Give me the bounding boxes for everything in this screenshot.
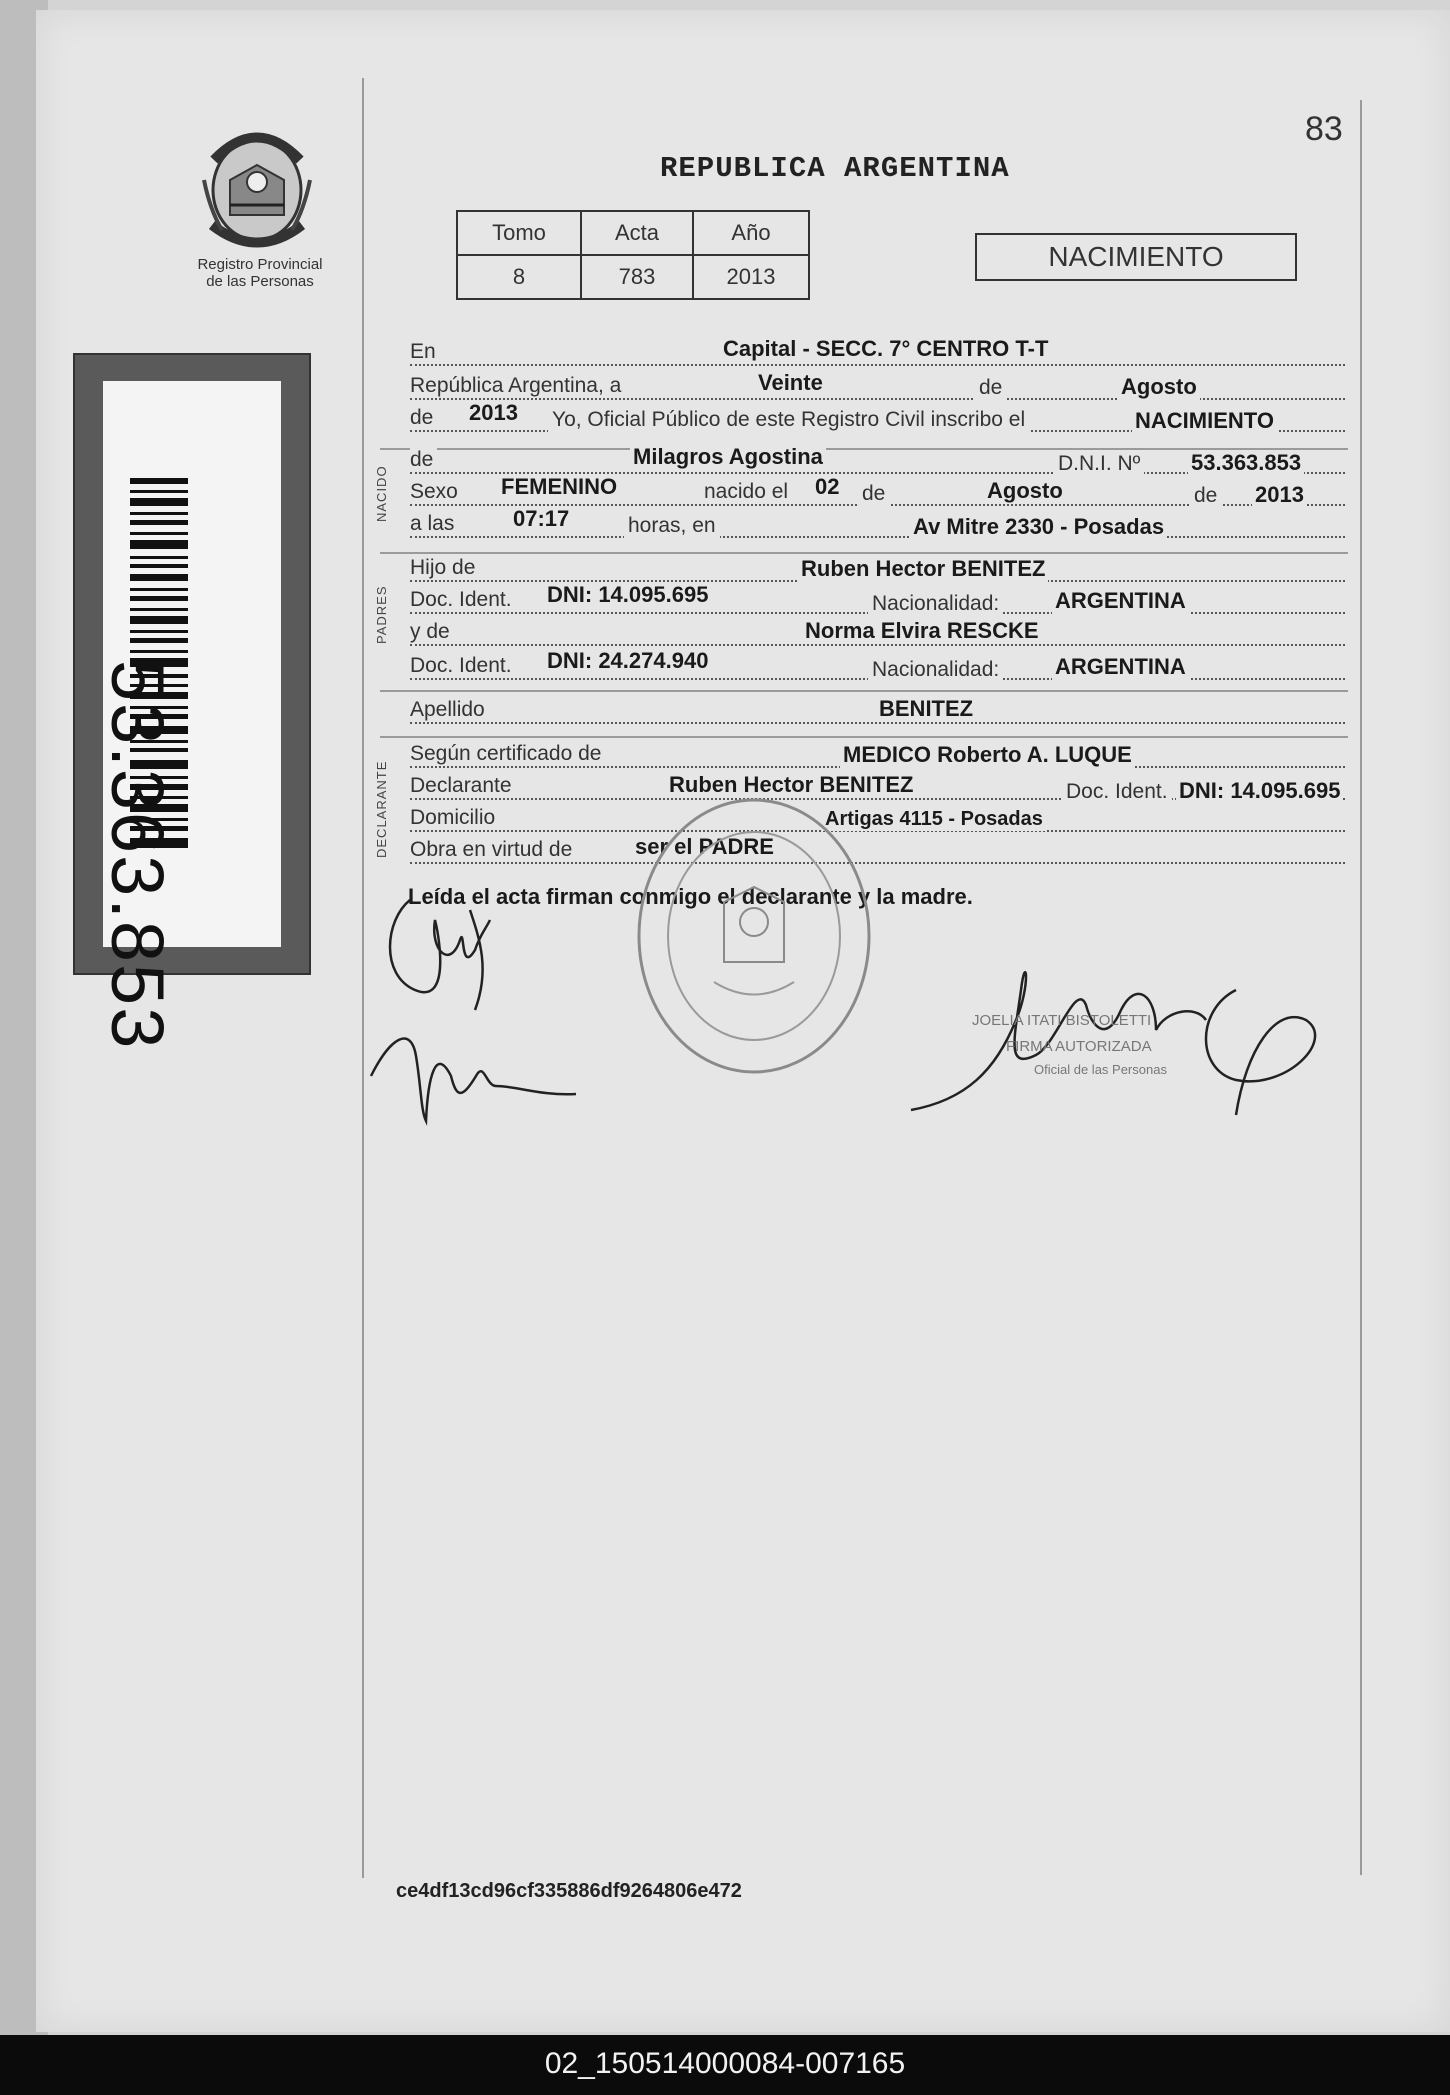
y-de-label: y de <box>410 620 454 644</box>
issuer-line-2: de las Personas <box>206 273 314 290</box>
row-padre <box>410 556 1345 584</box>
declarante-label: Declarante <box>410 774 516 798</box>
row-apellido <box>410 698 1345 726</box>
dni-label: D.N.I. Nº <box>1054 452 1144 476</box>
child-name-value: Milagros Agostina <box>630 444 826 470</box>
apellido-label: Apellido <box>410 698 489 722</box>
row-lugar <box>410 336 1345 368</box>
de-label-2: de <box>410 406 437 430</box>
officer-office: Oficial de las Personas <box>1034 1062 1167 1077</box>
yo-text: Yo, Oficial Público de este Registro Civil inscribo el <box>548 408 1029 432</box>
domicilio-label: Domicilio <box>410 806 499 830</box>
row-madre <box>410 620 1345 648</box>
a-las-label: a las <box>410 512 458 536</box>
mother-nat-value: ARGENTINA <box>1052 654 1189 680</box>
nacionalidad-label: Nacionalidad: <box>868 592 1003 616</box>
tomo-header: Tomo <box>457 211 581 255</box>
de-label-4: de <box>858 482 889 506</box>
de-label: de <box>975 376 1006 400</box>
registry-table <box>456 210 810 300</box>
day-text-value: Veinte <box>755 370 826 396</box>
father-nat-value: ARGENTINA <box>1052 588 1189 614</box>
birth-day-value: 02 <box>812 474 842 500</box>
mother-doc-value: DNI: 24.274.940 <box>544 648 711 674</box>
birth-year-value: 2013 <box>1252 482 1307 508</box>
nacido-label: nacido el <box>700 480 792 504</box>
sexo-value: FEMENINO <box>498 474 620 500</box>
signature-mother-icon <box>366 1016 586 1126</box>
document-title: REPUBLICA ARGENTINA <box>660 152 1010 185</box>
de-label-5: de <box>1190 484 1221 508</box>
row-madre-doc <box>410 648 1345 682</box>
anio-header: Año <box>693 211 809 255</box>
closing-statement: Leída el acta firman conmigo el declarante y la madre. <box>408 884 973 909</box>
birth-place-value: Av Mitre 2330 - Posadas <box>910 514 1167 540</box>
year-value: 2013 <box>466 400 521 426</box>
republica-label: República Argentina, a <box>410 374 625 398</box>
hijo-label: Hijo de <box>410 556 479 580</box>
section-nacido: NACIDO <box>374 465 389 522</box>
officer-name: JOELIA ITATI BISTOLETTI <box>972 1012 1152 1029</box>
row-obra <box>410 834 1345 866</box>
father-value: Ruben Hector BENITEZ <box>798 556 1048 582</box>
domicilio-value: Artigas 4115 - Posadas <box>822 808 1046 831</box>
row-domicilio <box>410 806 1345 834</box>
separator-apellido <box>380 690 1348 692</box>
section-padres: PADRES <box>374 585 389 644</box>
row-inscripcion <box>410 400 1345 434</box>
acta-header: Acta <box>581 211 693 255</box>
row-hora <box>410 506 1345 540</box>
issuer-line-1: Registro Provincial <box>197 256 323 273</box>
row-padre-doc <box>410 582 1345 616</box>
row-sexo <box>410 474 1345 508</box>
acta-value: 783 <box>581 255 693 299</box>
declarante-doc-value: DNI: 14.095.695 <box>1176 778 1343 804</box>
birth-month-value: Agosto <box>984 478 1066 504</box>
place-value: Capital - SECC. 7° CENTRO T-T <box>720 336 1051 362</box>
provincial-crest-icon <box>200 120 315 255</box>
obra-label: Obra en virtud de <box>410 838 576 862</box>
officer-role: FIRMA AUTORIZADA <box>1006 1038 1152 1055</box>
en-label: En <box>410 340 440 364</box>
act-type-box: NACIMIENTO <box>975 233 1297 281</box>
inscribe-value: NACIMIENTO <box>1132 408 1277 434</box>
birth-time-value: 07:17 <box>510 506 572 532</box>
file-id: 02_150514000084-007165 <box>544 2047 906 2080</box>
row-certificado <box>410 742 1345 770</box>
official-seal-icon <box>632 792 876 1080</box>
certificado-value: MEDICO Roberto A. LUQUE <box>840 742 1135 768</box>
section-declarante: DECLARANTE <box>374 760 389 858</box>
row-declarante <box>410 774 1345 802</box>
sexo-label: Sexo <box>410 480 462 504</box>
nacionalidad-label-2: Nacionalidad: <box>868 658 1003 682</box>
horas-label: horas, en <box>624 514 720 538</box>
dni-value: 53.363.853 <box>1188 450 1304 476</box>
declarante-value: Ruben Hector BENITEZ <box>666 772 916 798</box>
row-nombre <box>410 444 1345 476</box>
separator-declarante <box>380 736 1348 738</box>
document-hash: ce4df13cd96cf335886df9264806e472 <box>396 1880 742 1902</box>
de-label-3: de <box>410 448 437 472</box>
left-frame-line <box>362 78 364 1878</box>
anio-value: 2013 <box>693 255 809 299</box>
signature-officer-icon <box>906 950 1336 1120</box>
separator-padres <box>380 552 1348 554</box>
row-fecha <box>410 370 1345 402</box>
mother-value: Norma Elvira RESCKE <box>802 618 1042 644</box>
month-text-value: Agosto <box>1118 374 1200 400</box>
signature-declarant-icon <box>380 880 530 1020</box>
apellido-value: BENITEZ <box>876 696 976 722</box>
tomo-value: 8 <box>457 255 581 299</box>
page-number: 83 <box>1305 110 1343 148</box>
right-frame-line <box>1360 100 1362 1875</box>
segun-label: Según certificado de <box>410 742 605 766</box>
doc-label-2: Doc. Ident. <box>410 654 516 678</box>
doc-label: Doc. Ident. <box>410 588 516 612</box>
father-doc-value: DNI: 14.095.695 <box>544 582 711 608</box>
obra-value: ser el PADRE <box>632 834 777 860</box>
doc-label-3: Doc. Ident. <box>1062 780 1172 804</box>
issuer-label <box>170 256 350 290</box>
barcode-number: 53.363.853 <box>96 660 179 1051</box>
